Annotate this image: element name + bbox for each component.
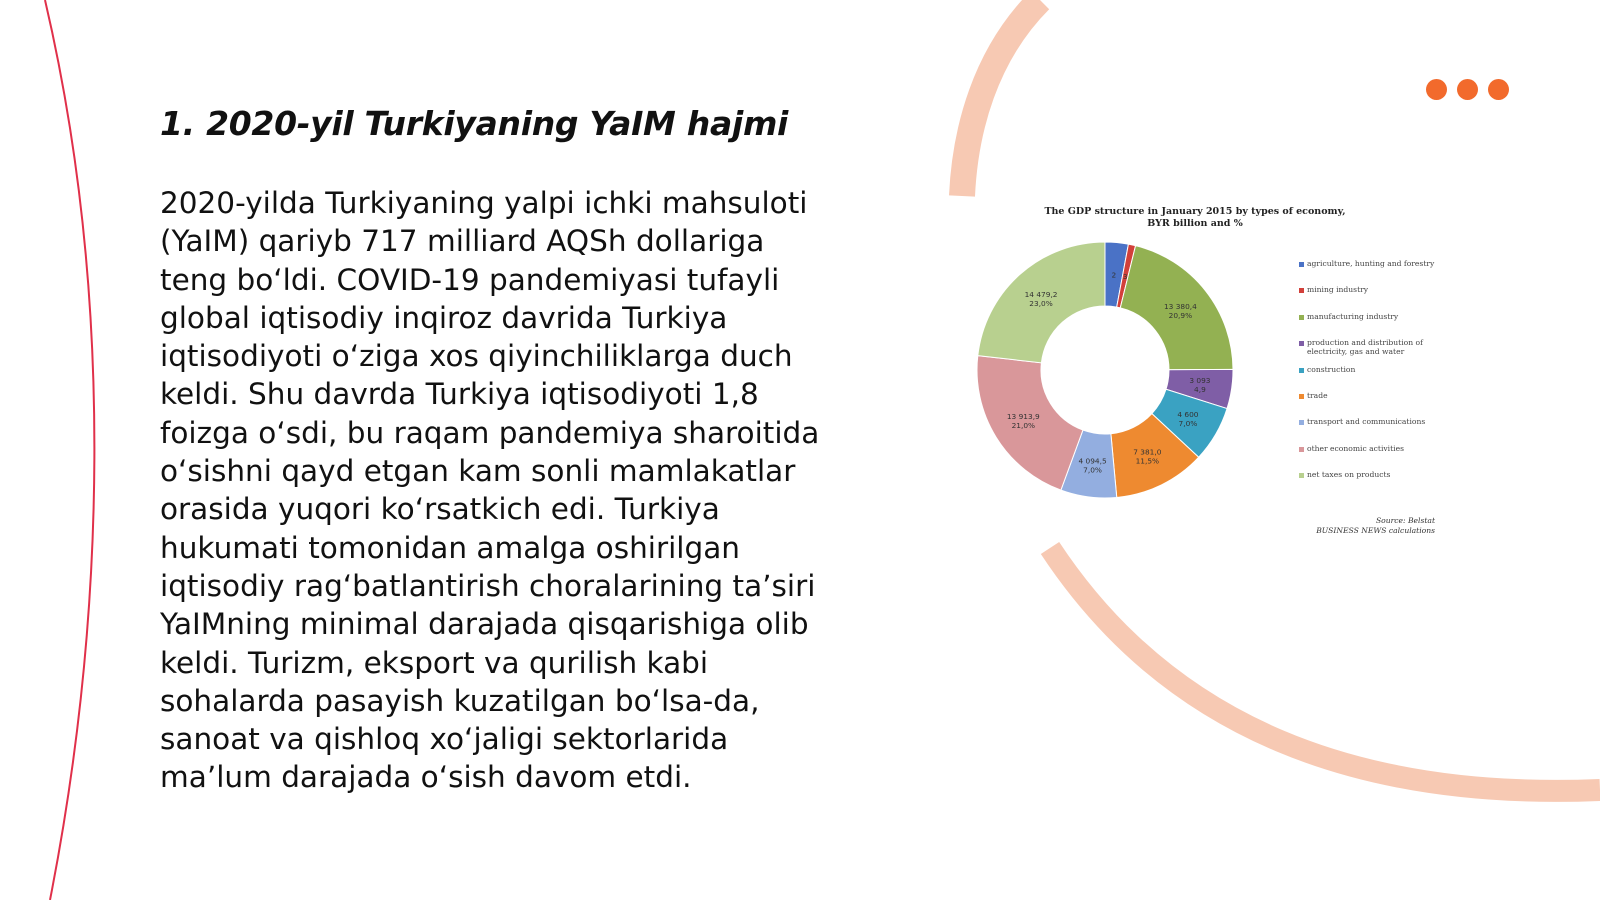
slide-body-text: 2020-yilda Turkiyaning yalpi ichki mahsuloti (YaIM) qariyb 717 milliard AQSh dollariga teng boʻldi. COVID-19 pandemiyasi tufayli global iqtisodiy inqiroz davrida Turkiya iqtisodiyoti oʻziga xos qiyinchiliklarga duch keldi. Shu davrda Turkiya iqtisodiyoti 1,8 foizga oʻsdi, bu raqam pandemiya sharoitida oʻsishni qayd etgan kam sonli mamlakatlar orasida yuqori koʻrsatkich edi. Turkiya hukumati tomonidan amalga oshirilgan iqtisodiy ragʻbatlantirish choralarining taʼsiri YaIMning minimal darajada qisqarishiga olib keldi. Turizm, eksport va qurilish kabi sohalarda pasayish kuzatilgan boʻlsa-da, sanoat va qishloq xoʻjaligi sektorlarida maʼlum darajada oʻsish davom etdi. [160,186,820,795]
legend-label: transport and communications [1307,417,1426,427]
legend-label: other economic activities [1307,443,1404,453]
chart-title-block [1005,206,1385,230]
legend-item [1299,286,1449,312]
gdp-donut-chart [975,198,1455,543]
legend-label: mining industry [1307,285,1369,295]
legend-swatch [1299,473,1304,478]
legend-swatch [1299,420,1304,425]
legend-swatch [1299,315,1304,320]
slice-data-label: 3 [1122,272,1128,282]
legend-label: production and distribution of electricity, gas and water [1307,338,1423,356]
legend-label: construction [1307,364,1356,374]
source-text: Source: Belstat [1375,516,1435,525]
source-note: BUSINESS NEWS calculations [1316,525,1435,535]
legend-label: net taxes on products [1307,470,1391,480]
legend-swatch [1299,447,1304,452]
legend-item [1299,339,1449,365]
slice-data-label: 4 600 7,0% [1177,409,1199,428]
legend-label: agriculture, hunting and forestry [1307,259,1435,268]
menu-dots [1426,79,1509,100]
legend-label: manufacturing industry [1307,311,1399,321]
slice-data-label: 2 [1111,270,1117,280]
dot-icon [1426,79,1447,100]
slice-data-label: 14 479,2 23,0% [1024,289,1058,308]
dot-icon [1457,79,1478,100]
legend-item [1299,392,1449,418]
slide-title: 1. 2020-yil Turkiyaning YaIM hajmi [160,104,789,143]
bottom-peach-arc [1050,548,1600,791]
legend-item [1299,471,1449,497]
slice-data-label: 4 094,5 7,0% [1078,456,1107,475]
slice-data-label: 7 381,0 11,5% [1133,447,1162,466]
legend-swatch [1299,341,1304,346]
legend-item [1299,366,1449,392]
legend-label: trade [1307,390,1328,400]
legend-swatch [1299,288,1304,293]
legend-item [1299,260,1449,286]
dot-icon [1488,79,1509,100]
slice-data-label: 3 093 4,9 [1189,375,1211,394]
legend-item [1299,313,1449,339]
donut-svg [975,238,1245,508]
left-curved-line [45,0,94,900]
top-peach-arc [962,0,1040,196]
legend-item [1299,418,1449,444]
slice-data-label: 13 913,9 21,0% [1006,411,1040,430]
chart-title: The GDP structure in January 2015 by types of economy, [1044,206,1346,217]
chart-legend [1299,260,1449,498]
slice-data-label: 13 380,4 20,9% [1163,302,1197,321]
legend-item [1299,445,1449,471]
legend-swatch [1299,368,1304,373]
chart-subtitle: BYR billion and % [1147,218,1243,229]
legend-swatch [1299,394,1304,399]
legend-swatch [1299,262,1304,267]
chart-source [1275,516,1435,535]
